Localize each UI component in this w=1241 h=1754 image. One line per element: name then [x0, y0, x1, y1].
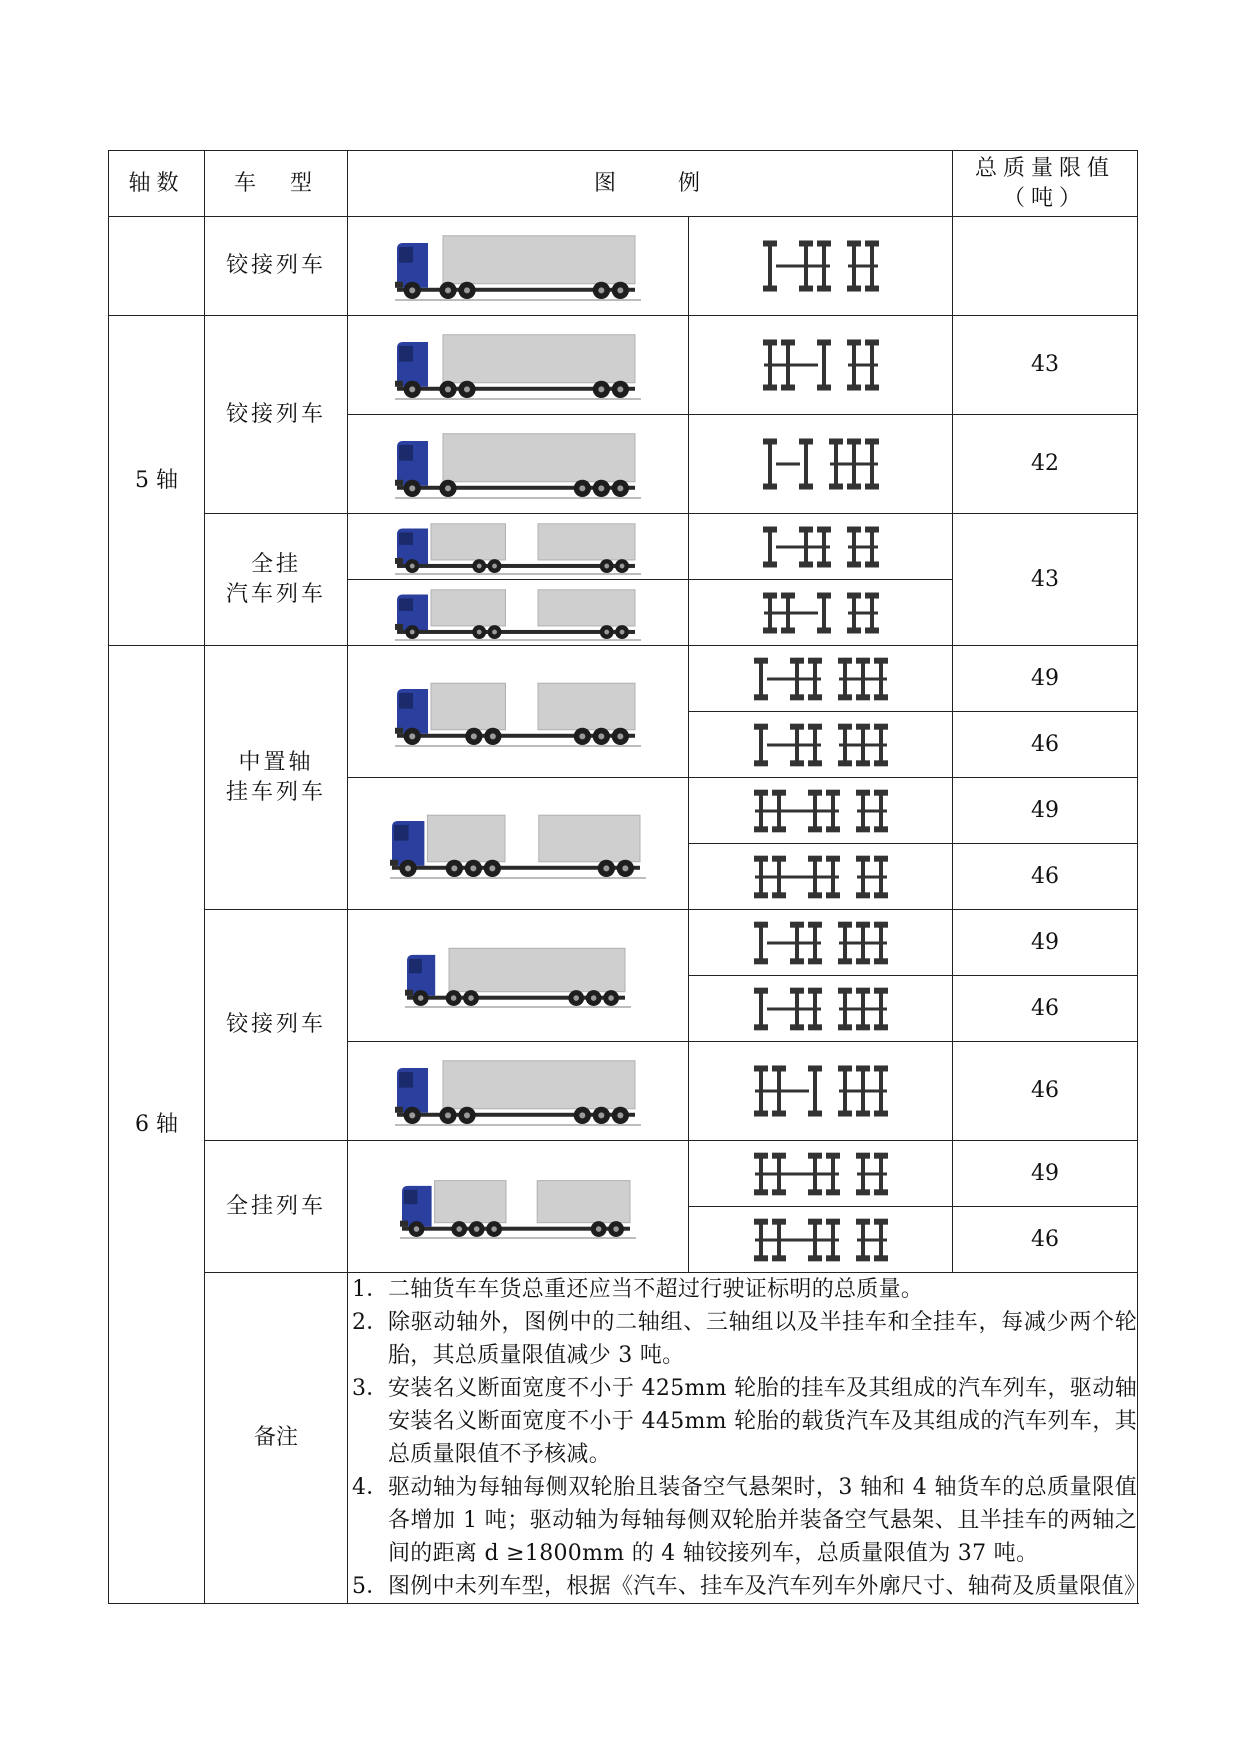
axle-diagram — [721, 722, 921, 768]
note-item — [348, 1471, 1137, 1570]
note-number: 1． — [352, 1277, 389, 1302]
table-row — [109, 316, 1138, 415]
table-row — [109, 910, 1138, 976]
axle-diagram — [721, 920, 921, 966]
axle-count-group-5: 5 轴 — [109, 316, 205, 646]
gross-limit-value: 43 — [953, 316, 1138, 415]
vehicle-type-cell: 铰接列车 — [205, 910, 348, 1141]
axle-diagram — [721, 591, 921, 635]
note-text: 二轴货车车货总重还应当不超过行驶证标明的总质量。 — [388, 1277, 924, 1302]
vehicle-type-cell: 铰接列车 — [205, 316, 348, 514]
truck-image-cell — [348, 1042, 689, 1141]
vehicle-type-line2: 挂车列车 — [225, 779, 326, 805]
table-row — [109, 217, 1138, 316]
vehicle-type-line1: 全挂 — [250, 551, 301, 577]
header-axle-count: 轴数 — [109, 151, 205, 217]
table-header-row — [109, 151, 1138, 217]
truck-illustration — [393, 329, 643, 401]
table-row — [109, 514, 1138, 580]
vehicle-type-cell — [205, 646, 348, 910]
truck-image-cell — [348, 514, 689, 580]
axle-diagram-cell — [689, 976, 953, 1042]
note-item — [348, 1570, 1147, 1603]
truck-illustration — [393, 676, 643, 748]
axle-diagram — [721, 337, 921, 393]
axle-diagram-cell — [689, 844, 953, 910]
note-item — [348, 1306, 1137, 1372]
vehicle-type-line2: 汽车列车 — [225, 581, 326, 607]
gross-limit-cell-empty — [953, 217, 1138, 316]
gross-limit-value: 46 — [953, 1207, 1138, 1273]
note-text: 安装名义断面宽度不小于 425mm 轮胎的挂车及其组成的汽车列车，驱动轴安装名义断面宽度不小于 445mm 轮胎的载货汽车及其组成的汽车列车，其总质量限值不予核减。 — [388, 1376, 1138, 1467]
vehicle-type-cell: 全挂列车 — [205, 1141, 348, 1273]
note-number: 2． — [352, 1310, 389, 1335]
gross-limit-value: 49 — [953, 1141, 1138, 1207]
truck-illustration — [393, 1055, 643, 1127]
axle-diagram — [721, 1217, 921, 1263]
truck-illustration — [398, 1174, 638, 1240]
truck-image-cell — [348, 910, 689, 1042]
gross-limit-value: 49 — [953, 910, 1138, 976]
note-text: 驱动轴为每轴每侧双轮胎且装备空气悬架时，3 轴和 4 轴货车的总质量限值各增加 1 吨；驱动轴为每轴每侧双轮胎并装备空气悬架、且半挂车的两轴之间的距离 d ≥1800mm 的 4 轴铰接列车，总质量限值为 37 吨。 — [388, 1475, 1138, 1566]
axle-diagram-cell — [689, 217, 953, 316]
truck-illustration — [388, 808, 648, 880]
axle-diagram-cell — [689, 514, 953, 580]
axle-diagram — [721, 788, 921, 834]
axle-diagram-cell — [689, 646, 953, 712]
truck-image-cell — [348, 580, 689, 646]
axle-diagram-cell — [689, 1141, 953, 1207]
axle-diagram — [721, 525, 921, 569]
axle-diagram — [721, 1063, 921, 1119]
truck-illustration — [403, 943, 633, 1009]
gross-limit-value: 49 — [953, 646, 1138, 712]
note-number: 4． — [352, 1475, 389, 1500]
table-row — [109, 646, 1138, 712]
axle-diagram-cell — [689, 316, 953, 415]
note-item — [348, 1273, 1137, 1306]
truck-image-cell — [348, 646, 689, 778]
header-legend: 图 例 — [348, 151, 953, 217]
gross-limit-value: 43 — [953, 514, 1138, 646]
truck-image-cell — [348, 415, 689, 514]
note-number: 3． — [352, 1376, 389, 1401]
gross-limit-value: 46 — [953, 1042, 1138, 1141]
axle-limit-table — [108, 150, 1147, 1604]
axle-count-group-6: 6 轴 — [109, 646, 205, 1604]
axle-diagram-cell — [689, 415, 953, 514]
truck-illustration — [393, 518, 643, 576]
vehicle-type-cell: 铰接列车 — [205, 217, 348, 316]
note-number: 5． — [352, 1574, 389, 1599]
axle-diagram-cell — [689, 712, 953, 778]
notes-list — [348, 1273, 1147, 1603]
truck-illustration — [393, 230, 643, 302]
truck-illustration — [393, 428, 643, 500]
header-gross-limit-line1: 总质量限值 — [975, 155, 1116, 181]
table-row — [109, 1141, 1138, 1207]
truck-image-cell — [348, 778, 689, 910]
notes-row — [109, 1273, 1138, 1604]
gross-limit-value: 46 — [953, 844, 1138, 910]
note-text: 图例中未列车型，根据《汽车、挂车及汽车列车外廓尺寸、轴荷及质量限值》 — [388, 1574, 1147, 1599]
truck-image-cell — [348, 316, 689, 415]
axle-diagram — [721, 436, 921, 492]
vehicle-type-cell — [205, 514, 348, 646]
truck-image-cell — [348, 217, 689, 316]
gross-limit-value: 46 — [953, 712, 1138, 778]
axle-diagram-cell — [689, 580, 953, 646]
header-gross-limit — [953, 151, 1138, 217]
axle-diagram-cell — [689, 910, 953, 976]
note-item — [348, 1372, 1137, 1471]
axle-diagram-cell — [689, 1042, 953, 1141]
note-text: 除驱动轴外，图例中的二轴组、三轴组以及半挂车和全挂车，每减少两个轮胎，其总质量限值减少 3 吨。 — [388, 1310, 1138, 1368]
truck-illustration — [393, 584, 643, 642]
axle-diagram — [721, 656, 921, 702]
axle-count-cell-empty — [109, 217, 205, 316]
axle-diagram — [721, 854, 921, 900]
header-vehicle-type: 车 型 — [205, 151, 348, 217]
header-gross-limit-line2: （吨） — [1003, 185, 1088, 211]
notes-content — [348, 1273, 1147, 1604]
axle-diagram-cell — [689, 1207, 953, 1273]
axle-diagram — [721, 1151, 921, 1197]
gross-limit-value: 49 — [953, 778, 1138, 844]
gross-limit-value: 46 — [953, 976, 1138, 1042]
axle-diagram — [721, 986, 921, 1032]
axle-diagram-cell — [689, 778, 953, 844]
axle-diagram — [721, 238, 921, 294]
notes-label: 备注 — [205, 1273, 348, 1604]
truck-image-cell — [348, 1141, 689, 1273]
vehicle-type-line1: 中置轴 — [238, 749, 314, 775]
gross-limit-value: 42 — [953, 415, 1138, 514]
